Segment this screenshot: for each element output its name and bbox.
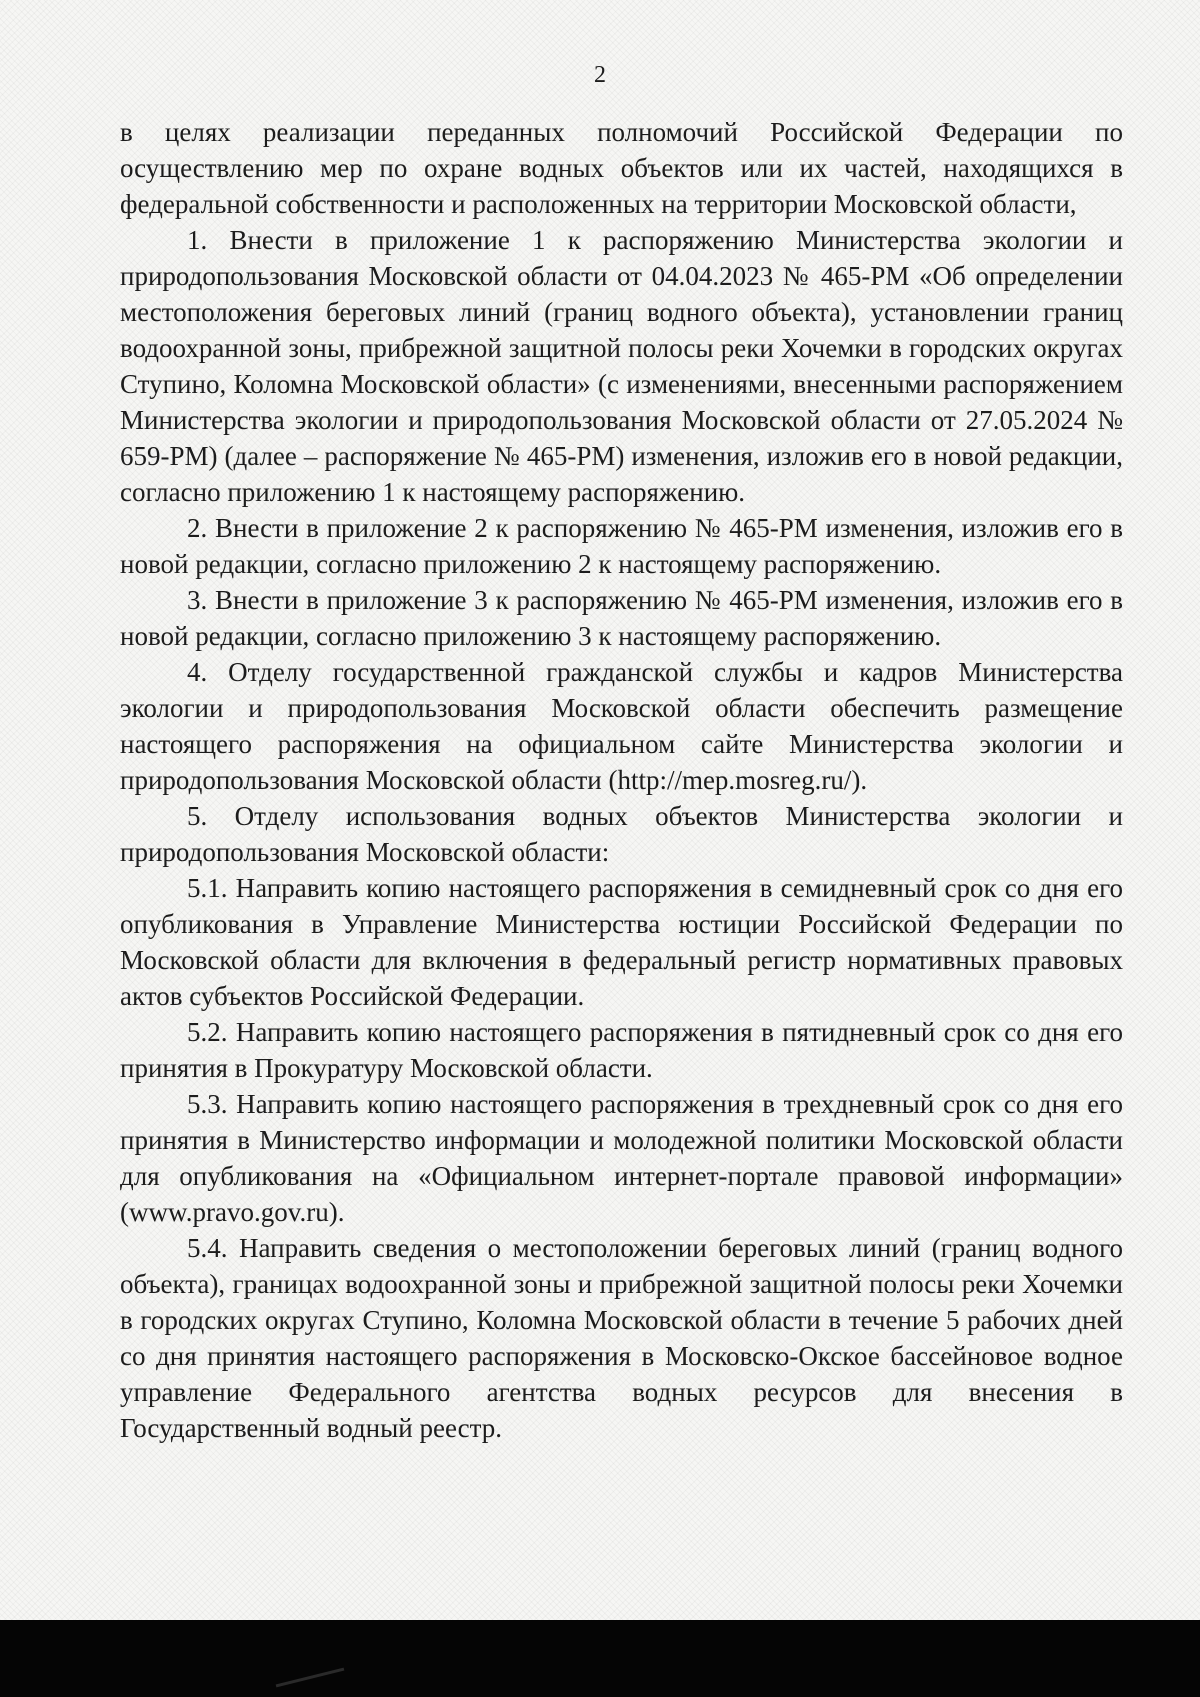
paragraph-item-5-1: 5.1. Направить копию настоящего распоряжения в семидневный срок со дня его опубликования в Управление Министерства юстиции Российской Федерации по Московской области для включения в федеральный регистр нормативных правовых актов субъектов Российской Федерации. <box>120 873 1123 1011</box>
paragraph-item-5-3: 5.3. Направить копию настоящего распоряжения в трехдневный срок со дня его принятия в Министерство информации и молодежной политики Московской области для опубликования на «Официальном интернет-портале правовой информации» (www.pravo.gov.ru). <box>120 1089 1123 1227</box>
paragraph-item-1: 1. Внести в приложение 1 к распоряжению Министерства экологии и природопользования Московской области от 04.04.2023 № 465-РМ «Об определении местоположения береговых линий (границ водного объекта), установлении границ водоохранной зоны, прибрежной защитной полосы реки Хочемки в городских округах Ступино, Коломна Московской области» (с изменениями, внесенными распоряжением Министерства экологии и природопользования Московской области от 27.05.2024 № 659-РМ) (далее – распоряжение № 465-РМ) изменения, изложив его в новой редакции, согласно приложению 1 к настоящему распоряжению. <box>120 225 1123 507</box>
paragraph-item-4: 4. Отделу государственной гражданской службы и кадров Министерства экологии и природопользования Московской области обеспечить размещение настоящего распоряжения на официальном сайте Министерства экологии и природопользования Московской области (http://mep.mosreg.ru/). <box>120 657 1123 795</box>
document-body <box>120 114 1123 1446</box>
paragraph-item-2: 2. Внести в приложение 2 к распоряжению № 465-РМ изменения, изложив его в новой редакции, согласно приложению 2 к настоящему распоряжению. <box>120 513 1123 579</box>
paragraph-item-3: 3. Внести в приложение 3 к распоряжению № 465-РМ изменения, изложив его в новой редакции, согласно приложению 3 к настоящему распоряжению. <box>120 585 1123 651</box>
paragraph-item-5-4: 5.4. Направить сведения о местоположении береговых линий (границ водного объекта), границах водоохранной зоны и прибрежной защитной полосы реки Хочемки в городских округах Ступино, Коломна Московской области в течение 5 рабочих дней со дня принятия настоящего распоряжения в Московско-Окское бассейновое водное управление Федерального агентства водных ресурсов для внесения в Государственный водный реестр. <box>120 1233 1123 1443</box>
scan-border <box>0 1620 1200 1697</box>
page-number: 2 <box>594 62 606 88</box>
preamble-paragraph: в целях реализации переданных полномочий Российской Федерации по осуществлению мер по охране водных объектов или их частей, находящихся в федеральной собственности и расположенных на территории Московской области, <box>120 117 1123 219</box>
paragraph-item-5-2: 5.2. Направить копию настоящего распоряжения в пятидневный срок со дня его принятия в Прокуратуру Московской области. <box>120 1017 1123 1083</box>
paragraph-item-5: 5. Отделу использования водных объектов Министерства экологии и природопользования Московской области: <box>120 801 1123 867</box>
